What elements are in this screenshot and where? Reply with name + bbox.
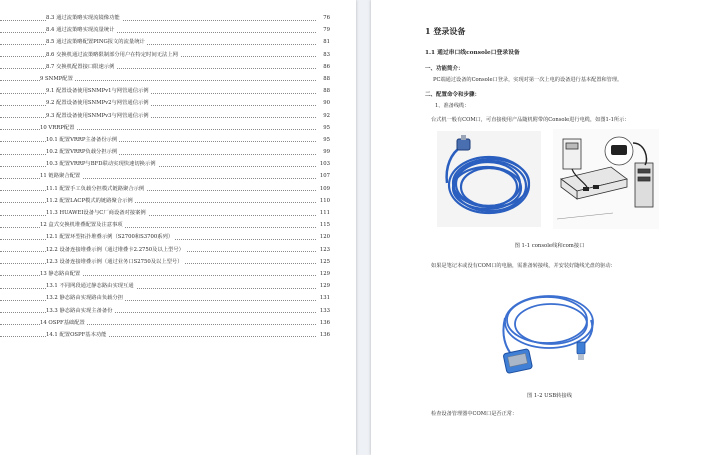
toc-entry-label: 8.6 交换机通过流策略限制部分用户在特定时间无法上网 bbox=[46, 51, 178, 58]
function-intro-heading: 一、功能简介： bbox=[425, 66, 464, 72]
toc-page-number: 107 bbox=[318, 170, 330, 182]
toc-section-entry[interactable] bbox=[0, 110, 330, 122]
toc-page-number: 92 bbox=[321, 110, 330, 122]
toc-entry-label: 12.2 设备连接堆叠示例（通过堆叠卡2.2750及以上型号） bbox=[46, 246, 184, 253]
com-port-image bbox=[553, 129, 659, 229]
section-title: 1.1 通过串口线console口登录设备 bbox=[425, 50, 520, 56]
toc-section-entry[interactable] bbox=[0, 292, 330, 304]
toc-section-entry[interactable] bbox=[0, 256, 330, 268]
toc-section-entry[interactable] bbox=[0, 61, 330, 73]
toc-page-number: 83 bbox=[321, 49, 330, 61]
toc-page-number: 103 bbox=[318, 158, 330, 170]
toc-section-entry[interactable] bbox=[0, 97, 330, 109]
toc-page-number: 109 bbox=[318, 183, 330, 195]
toc-section-entry[interactable] bbox=[0, 329, 330, 341]
toc-chapter-entry[interactable] bbox=[0, 317, 330, 329]
toc-page-number: 95 bbox=[321, 122, 330, 134]
toc-entry-label: 9.1 配置设备使用SNMPv1与网管通信示例 bbox=[46, 88, 149, 95]
toc-entry-label: 9 SNMP配置 bbox=[40, 75, 73, 82]
toc-entry-label: 10.2 配置VRRP负载分担示例 bbox=[46, 149, 118, 156]
toc-entry-label: 8.3 通过流策略实现流镜像功能 bbox=[46, 15, 120, 21]
toc-section-entry[interactable] bbox=[0, 12, 330, 24]
toc-entry-label: 8.5 通过流策略配置PING报文的流量统计 bbox=[46, 39, 145, 46]
steps-heading: 二、配置命令和步骤： bbox=[425, 92, 481, 98]
toc-chapter-entry[interactable] bbox=[0, 122, 330, 134]
toc-entry-label: 9.3 配置设备使用SNMPv3与网管通信示例 bbox=[46, 112, 149, 119]
content-page bbox=[371, 0, 728, 455]
toc-section-entry[interactable] bbox=[0, 231, 330, 243]
step-1-label: 1、准备线缆： bbox=[435, 103, 470, 109]
toc-section-entry[interactable] bbox=[0, 207, 330, 219]
toc-section-entry[interactable] bbox=[0, 134, 330, 146]
toc-page-number: 129 bbox=[318, 280, 330, 292]
toc-page-number: 99 bbox=[321, 146, 330, 158]
figure-1-2-caption: 图 1-2 USB转接线 bbox=[526, 393, 573, 399]
figure-1-1-caption: 图 1-1 console线和com接口 bbox=[514, 243, 585, 249]
toc-page-number: 136 bbox=[318, 329, 330, 341]
console-cable-image bbox=[437, 131, 541, 227]
toc-section-entry[interactable] bbox=[0, 36, 330, 48]
toc-page-number: 133 bbox=[318, 305, 330, 317]
usb-adapter-image bbox=[491, 278, 605, 382]
toc-page-number: 86 bbox=[321, 61, 330, 73]
toc-entry-label: 10 VRRP配置 bbox=[40, 124, 75, 131]
toc-entry-label: 12.1 配置环型拓扑堆叠示例（S2700和S3700系列） bbox=[46, 234, 174, 241]
toc-chapter-entry[interactable] bbox=[0, 170, 330, 182]
laptop-usb-text: 如果是笔记本或没有COM口的电脑，需准备转接线，并安装好随线光盘的驱动： bbox=[431, 263, 616, 269]
toc-page-number: 88 bbox=[321, 73, 330, 85]
toc-entry-label: 13 静态路由配置 bbox=[40, 270, 81, 277]
toc-entry-label: 14 OSPF基础配置 bbox=[40, 319, 85, 326]
toc-page-number: 76 bbox=[321, 12, 330, 24]
toc-page-number: 115 bbox=[318, 219, 330, 231]
toc-page-number: 120 bbox=[318, 231, 330, 243]
step-1-text: 台式机一般有COM口，可直接使用产品随机附带的Console进行电缆，如图1-1所示： bbox=[431, 117, 630, 123]
toc-entry-label: 11 链路聚合配置 bbox=[40, 173, 81, 180]
toc-entry-label: 9.2 配置设备使用SNMPv2与网管通信示例 bbox=[46, 100, 149, 107]
toc-entry-label: 11.1 配置手工负载分担模式链路聚合示例 bbox=[46, 185, 145, 192]
toc-entry-label: 10.1 配置VRRP主备备份示例 bbox=[46, 136, 118, 143]
toc-page-number: 111 bbox=[318, 207, 330, 219]
toc-page-number: 81 bbox=[321, 36, 330, 48]
toc-entry-label: 10.3 配置VRRP与BFD联动实现快速切换示例 bbox=[46, 161, 156, 168]
toc-page-number: 79 bbox=[321, 24, 330, 36]
toc-entry-label: 13.3 静态路由实现主备备份 bbox=[46, 307, 113, 314]
toc-page-number: 88 bbox=[321, 85, 330, 97]
toc-page-number: 125 bbox=[318, 256, 330, 268]
toc-section-entry[interactable] bbox=[0, 158, 330, 170]
toc-page-number: 136 bbox=[318, 317, 330, 329]
toc-chapter-entry[interactable] bbox=[0, 219, 330, 231]
device-manager-text: 检查设备管理器中COM口是否正常： bbox=[431, 411, 518, 417]
toc-page bbox=[0, 0, 356, 455]
toc-section-entry[interactable] bbox=[0, 85, 330, 97]
toc-page-number: 95 bbox=[321, 134, 330, 146]
toc-entry-label: 13.2 静态路由实现路由负载分担 bbox=[46, 295, 124, 302]
toc-section-entry[interactable] bbox=[0, 195, 330, 207]
function-intro-text: PC端通过设备的Console口登录，实现对第一次上电的设备进行基本配置和管理。 bbox=[433, 77, 623, 83]
toc-entry-label: 14.1 配置OSPF基本功能 bbox=[46, 331, 107, 338]
toc-section-entry[interactable] bbox=[0, 146, 330, 158]
toc-section-entry[interactable] bbox=[0, 49, 330, 61]
toc-page-number: 131 bbox=[318, 292, 330, 304]
toc-section-entry[interactable] bbox=[0, 183, 330, 195]
toc-page-number: 123 bbox=[318, 244, 330, 256]
toc-entry-label: 13.1 不同网段通过静态路由实现互通 bbox=[46, 283, 134, 290]
toc-entry-label: 12.3 设备连接堆叠示例（通过业务口S2750及以上型号） bbox=[46, 258, 183, 265]
toc-section-entry[interactable] bbox=[0, 280, 330, 292]
toc-entry-label: 11.3 HUAWEI设备与C厂商设备对接案例 bbox=[46, 210, 146, 216]
toc-entry-label: 8.4 通过流策略实现流量统计 bbox=[46, 27, 115, 34]
table-of-contents bbox=[0, 12, 330, 341]
toc-page-number: 90 bbox=[321, 97, 330, 109]
toc-page-number: 129 bbox=[318, 268, 330, 280]
toc-section-entry[interactable] bbox=[0, 244, 330, 256]
toc-chapter-entry[interactable] bbox=[0, 268, 330, 280]
toc-section-entry[interactable] bbox=[0, 305, 330, 317]
toc-page-number: 110 bbox=[318, 195, 330, 207]
toc-section-entry[interactable] bbox=[0, 24, 330, 36]
toc-chapter-entry[interactable] bbox=[0, 73, 330, 85]
chapter-title: 1 登录设备 bbox=[425, 26, 466, 36]
toc-entry-label: 12 盒式交换机堆叠配置及注意事项 bbox=[40, 222, 123, 229]
toc-entry-label: 11.2 配置LACP模式的链路聚合示例 bbox=[46, 197, 133, 204]
toc-entry-label: 8.7 交换机配置接口限速示例 bbox=[46, 63, 115, 70]
